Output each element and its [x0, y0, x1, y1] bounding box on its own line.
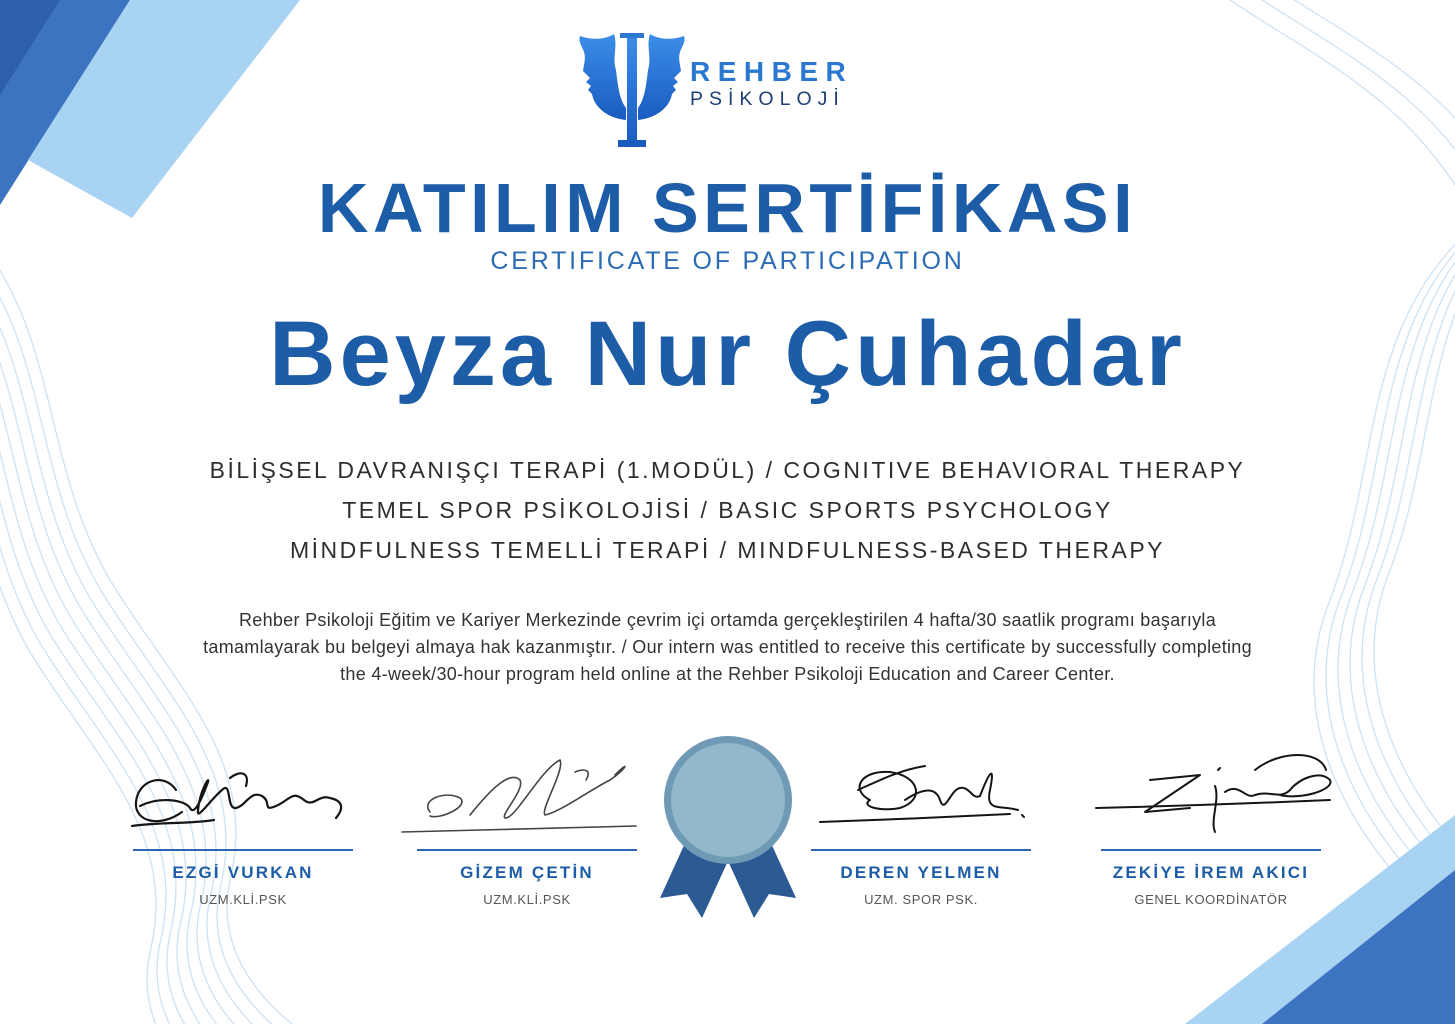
recipient-name: Beyza Nur Çuhadar — [269, 303, 1186, 405]
description-line: Rehber Psikoloji Eğitim ve Kariyer Merkezinde çevrim içi ortamda gerçekleştirilen 4 hafta/30 saatlik programı başarıyla — [238, 610, 1217, 630]
signatory-name: GİZEM ÇETİN — [460, 863, 594, 882]
course-item: BİLİŞSEL DAVRANIŞÇI TERAPİ (1.MODÜL) / COGNITIVE BEHAVIORAL THERAPY — [209, 457, 1246, 483]
signatory-title: UZM. SPOR PSK. — [864, 892, 978, 907]
signatory-name: EZGİ VURKAN — [172, 863, 314, 882]
description-line: the 4-week/30-hour program held online at the Rehber Psikoloji Education and Career Center. — [340, 664, 1115, 684]
logo-brand-text: REHBER — [690, 56, 854, 87]
signatory-block — [377, 849, 677, 919]
signature-line — [133, 849, 353, 851]
signatory-title: UZM.KLİ.PSK — [483, 892, 571, 907]
signatory-name: DEREN YELMEN — [840, 863, 1002, 882]
logo-sub-text: PSİKOLOJİ — [690, 88, 845, 110]
signatory-block — [93, 849, 393, 919]
signatory-block — [1061, 849, 1361, 919]
signature-line — [811, 849, 1031, 851]
description-line: tamamlayarak bu belgeyi almaya hak kazanmıştır. / Our intern was entitled to receive this certificate by successfully completing — [203, 637, 1252, 657]
seal-face — [671, 743, 785, 857]
signatory-title: GENEL KOORDİNATÖR — [1134, 892, 1288, 907]
certificate-subtitle: CERTIFICATE OF PARTICIPATION — [490, 247, 965, 275]
signatory-title: UZM.KLİ.PSK — [199, 892, 287, 907]
course-item: MİNDFULNESS TEMELLİ TERAPİ / MINDFULNESS-BASED THERAPY — [290, 537, 1165, 563]
signatory-name: ZEKİYE İREM AKICI — [1112, 863, 1310, 882]
certificate-title: KATILIM SERTİFİKASI — [317, 169, 1138, 247]
signatory-block — [771, 849, 1071, 919]
signature-line — [1101, 849, 1321, 851]
signature-line — [417, 849, 637, 851]
course-item: TEMEL SPOR PSİKOLOJİSİ / BASIC SPORTS PSYCHOLOGY — [342, 497, 1113, 523]
